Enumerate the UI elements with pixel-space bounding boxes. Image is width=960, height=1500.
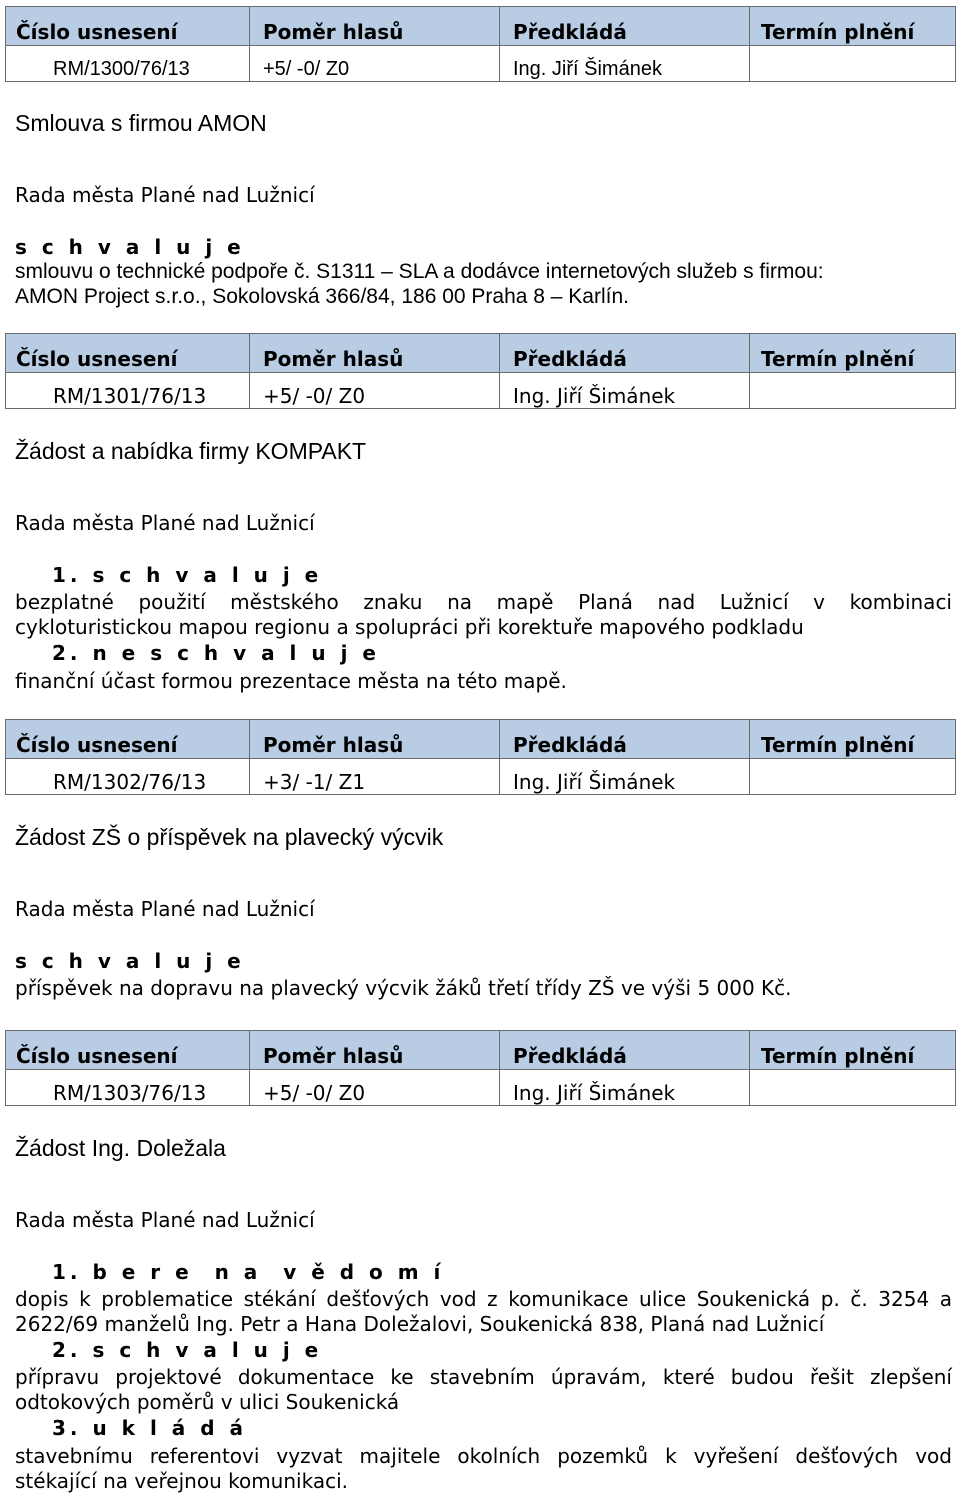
section-title: Smlouva s firmou AMON bbox=[15, 110, 267, 136]
resolution-text: stavebnímu referentovi vyzvat majitele okolních pozemků k vyřešení dešťových vod bbox=[15, 1444, 952, 1468]
resolution-table-1303 bbox=[5, 1030, 956, 1106]
body-name: Rada města Plané nad Lužnicí bbox=[15, 1208, 315, 1232]
header-cislo: Číslo usnesení bbox=[6, 1031, 250, 1070]
resolution-text: příspěvek na dopravu na plavecký výcvik žáků třetí třídy ZŠ ve výši 5 000 Kč. bbox=[15, 976, 792, 1000]
cell-cislo: RM/1301/76/13 bbox=[6, 373, 250, 409]
body-name: Rada města Plané nad Lužnicí bbox=[15, 183, 315, 207]
resolution-table-1301 bbox=[5, 333, 956, 409]
resolution-verb: u k l á d á bbox=[92, 1416, 248, 1440]
resolution-text: smlouvu o technické podpoře č. S1311 – SLA a dodávce internetových služeb s firmou: bbox=[15, 260, 824, 283]
resolution-item-2 bbox=[52, 641, 380, 665]
cell-predklada: Ing. Jiří Šimánek bbox=[500, 759, 750, 795]
cell-termin bbox=[750, 1070, 956, 1106]
resolution-verb: s c h v a l u j e bbox=[92, 1338, 323, 1362]
body-name: Rada města Plané nad Lužnicí bbox=[15, 511, 315, 535]
resolution-text: stékající na veřejnou komunikaci. bbox=[15, 1469, 348, 1493]
resolution-text: odtokových poměrů v ulici Soukenická bbox=[15, 1390, 400, 1414]
resolution-verb: s c h v a l u j e bbox=[15, 235, 245, 259]
section-title: Žádost ZŠ o příspěvek na plavecký výcvik bbox=[15, 824, 444, 850]
section-title: Žádost a nabídka firmy KOMPAKT bbox=[15, 438, 367, 464]
header-predklada: Předkládá bbox=[500, 1031, 750, 1070]
header-cislo: Číslo usnesení bbox=[6, 720, 250, 759]
cell-pomer: +5/ -0/ Z0 bbox=[250, 46, 500, 82]
header-pomer: Poměr hlasů bbox=[250, 7, 500, 46]
table-row bbox=[6, 46, 956, 82]
cell-predklada: Ing. Jiří Šimánek bbox=[500, 46, 750, 82]
resolution-table-1302 bbox=[5, 719, 956, 795]
cell-termin bbox=[750, 373, 956, 409]
cell-cislo: RM/1303/76/13 bbox=[6, 1070, 250, 1106]
item-number: 2. bbox=[52, 1338, 82, 1362]
cell-predklada: Ing. Jiří Šimánek bbox=[500, 1070, 750, 1106]
header-cislo: Číslo usnesení bbox=[6, 7, 250, 46]
cell-pomer: +5/ -0/ Z0 bbox=[250, 373, 500, 409]
header-termin: Termín plnění bbox=[750, 7, 956, 46]
header-termin: Termín plnění bbox=[750, 334, 956, 373]
cell-predklada: Ing. Jiří Šimánek bbox=[500, 373, 750, 409]
header-termin: Termín plnění bbox=[750, 1031, 956, 1070]
section-title: Žádost Ing. Doležala bbox=[15, 1135, 226, 1161]
resolution-text: finanční účast formou prezentace města na této mapě. bbox=[15, 669, 567, 693]
item-number: 3. bbox=[52, 1416, 82, 1440]
header-predklada: Předkládá bbox=[500, 334, 750, 373]
body-name: Rada města Plané nad Lužnicí bbox=[15, 897, 315, 921]
header-predklada: Předkládá bbox=[500, 7, 750, 46]
table-header-row bbox=[6, 334, 956, 373]
resolution-text: cykloturistickou mapou regionu a spolupráci při korektuře mapového podkladu bbox=[15, 615, 804, 639]
resolution-text: přípravu projektové dokumentace ke stavebním úpravám, které budou řešit zlepšení bbox=[15, 1365, 952, 1389]
header-predklada: Předkládá bbox=[500, 720, 750, 759]
resolution-verb: b e r e n a v ě d o m í bbox=[92, 1260, 445, 1284]
cell-termin bbox=[750, 46, 956, 82]
table-row bbox=[6, 759, 956, 795]
header-cislo: Číslo usnesení bbox=[6, 334, 250, 373]
header-termin: Termín plnění bbox=[750, 720, 956, 759]
table-header-row bbox=[6, 720, 956, 759]
table-header-row bbox=[6, 1031, 956, 1070]
resolution-item-2 bbox=[52, 1338, 322, 1362]
resolution-text: bezplatné použití městského znaku na mapě Planá nad Lužnicí v kombinaci bbox=[15, 590, 952, 614]
resolution-text: dopis k problematice stékání dešťových vod z komunikace ulice Soukenická p. č. 3254 a bbox=[15, 1287, 952, 1311]
header-pomer: Poměr hlasů bbox=[250, 1031, 500, 1070]
resolution-text: 2622/69 manželů Ing. Petr a Hana Doležalovi, Soukenická 838, Planá nad Lužnicí bbox=[15, 1312, 825, 1336]
header-pomer: Poměr hlasů bbox=[250, 334, 500, 373]
resolution-verb: n e s c h v a l u j e bbox=[92, 641, 380, 665]
table-header-row bbox=[6, 7, 956, 46]
cell-cislo: RM/1302/76/13 bbox=[6, 759, 250, 795]
cell-pomer: +3/ -1/ Z1 bbox=[250, 759, 500, 795]
resolution-item-1 bbox=[52, 1260, 444, 1284]
resolution-text: AMON Project s.r.o., Sokolovská 366/84, 186 00 Praha 8 – Karlín. bbox=[15, 285, 629, 308]
resolution-verb: s c h v a l u j e bbox=[92, 563, 323, 587]
table-row bbox=[6, 373, 956, 409]
resolution-verb: s c h v a l u j e bbox=[15, 949, 245, 973]
item-number: 2. bbox=[52, 641, 82, 665]
cell-cislo: RM/1300/76/13 bbox=[6, 46, 250, 82]
header-pomer: Poměr hlasů bbox=[250, 720, 500, 759]
cell-termin bbox=[750, 759, 956, 795]
resolution-item-3 bbox=[52, 1416, 247, 1440]
item-number: 1. bbox=[52, 563, 82, 587]
resolution-item-1 bbox=[52, 563, 322, 587]
item-number: 1. bbox=[52, 1260, 82, 1284]
cell-pomer: +5/ -0/ Z0 bbox=[250, 1070, 500, 1106]
resolution-table-1300 bbox=[5, 6, 956, 82]
table-row bbox=[6, 1070, 956, 1106]
